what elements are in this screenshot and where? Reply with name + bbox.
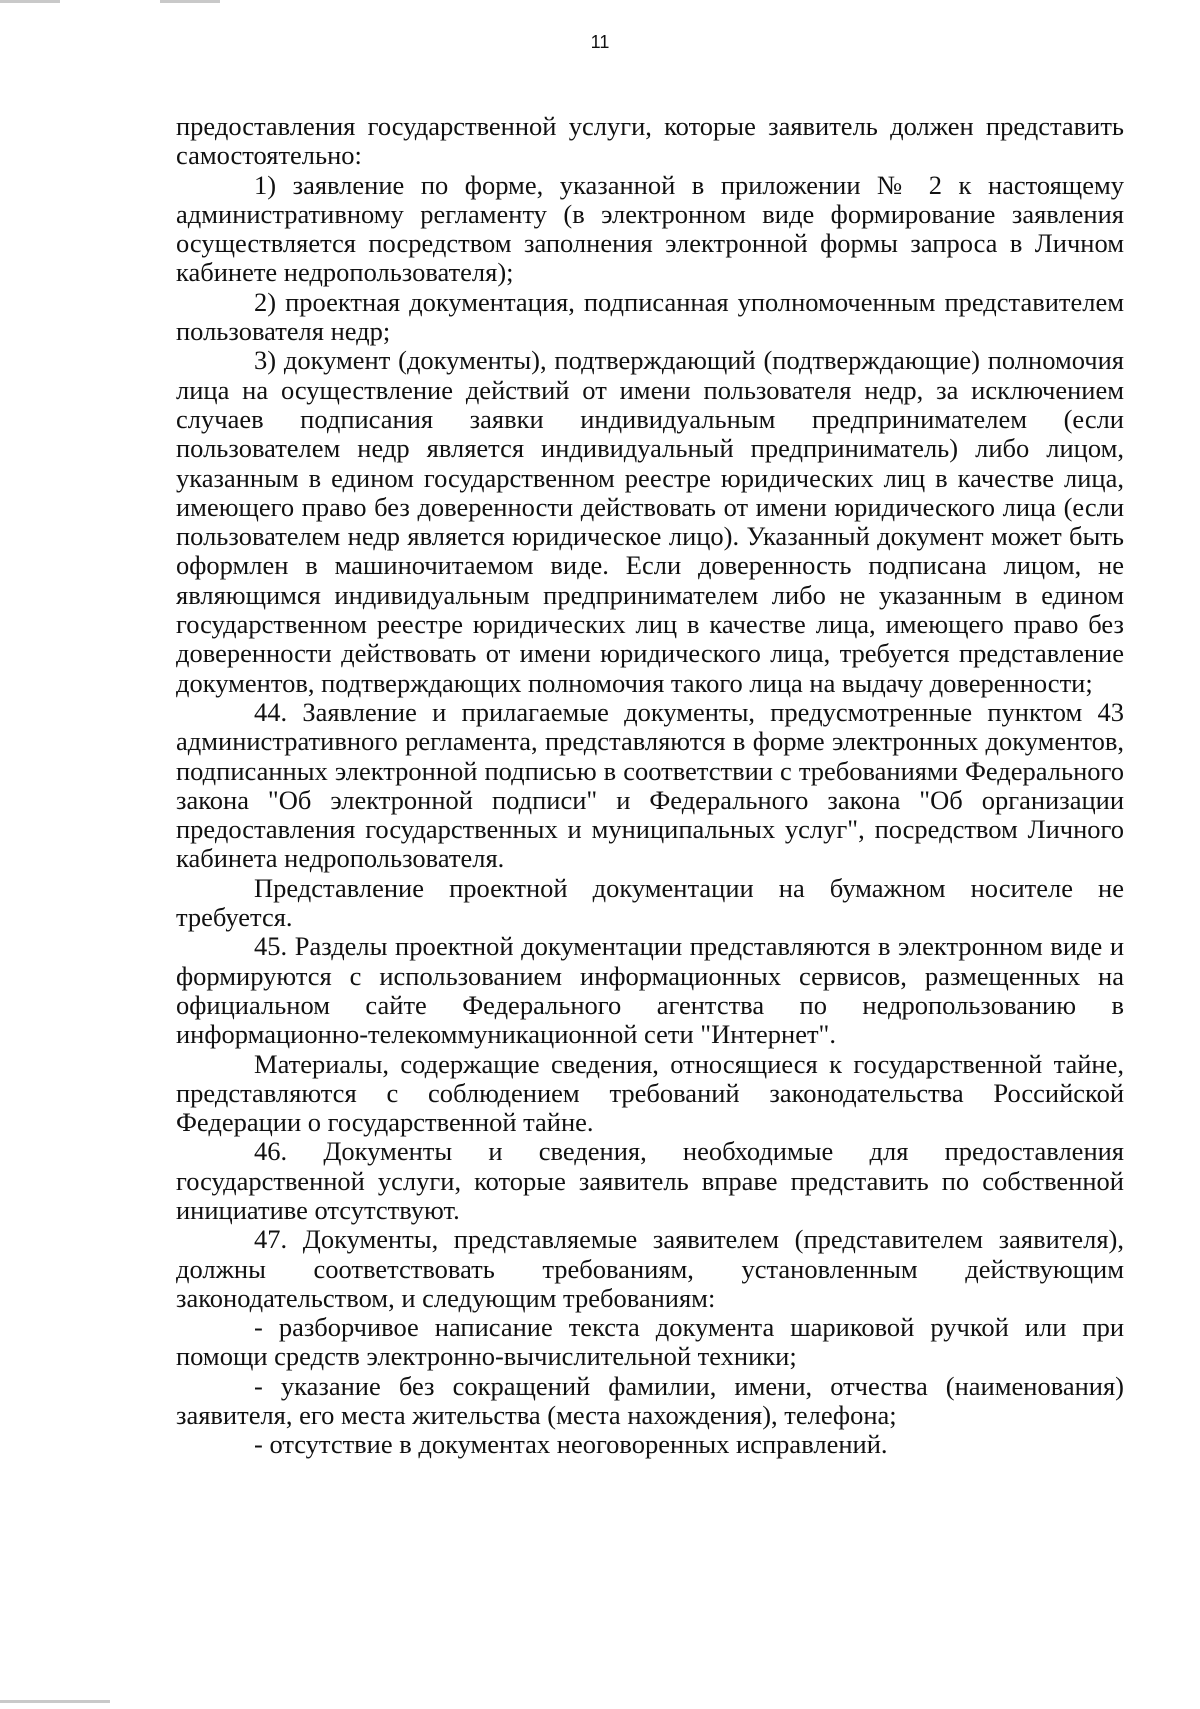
paragraph: 47. Документы, представляемые заявителем (представителем заявителя), должны соответствовать требованиям, установленным действующим законодательством, и следующим требованиям: <box>176 1224 1124 1313</box>
paragraph: 1) заявление по форме, указанной в приложении № 2 к настоящему административному регламенту (в электронном виде формирование заявления осуществляется посредством заполнения электронной формы запроса в Личном кабинете недропользователя); <box>176 169 1124 288</box>
scan-artifact-bottom-left <box>0 1700 110 1703</box>
scan-artifact-top-mid <box>160 0 220 3</box>
paragraph: - отсутствие в документах неоговоренных исправлений. <box>254 1429 888 1460</box>
paragraph: - разборчивое написание текста документа шариковой ручкой или при помощи средств электронно-вычислительной техники; <box>176 1312 1124 1372</box>
paragraph: Представление проектной документации на бумажном носителе не требуется. <box>176 872 1124 933</box>
paragraph: - указание без сокращений фамилии, имени, отчества (наименования) заявителя, его места жительства (места нахождения), телефона; <box>176 1370 1124 1431</box>
scan-artifact-top-left <box>0 0 60 3</box>
paragraph: 46. Документы и сведения, необходимые для предоставления государственной услуги, которые заявитель вправе представить по собственной инициативе отсутствуют. <box>176 1136 1124 1225</box>
paragraph: 3) документ (документы), подтверждающий (подтверждающие) полномочия лица на осуществление действий от имени пользователя недр, за исключением случаев подписания заявки индивидуальным предпринимателем (если пользователем недр является индивидуальный предприниматель) либо лицом, указанным в едином государственном реестре юридических лиц в качестве лица, имеющего право без доверенности действовать от имени юридического лица (если пользователем недр является юридическое лицо). Указанный документ может быть оформлен в машиночитаемом виде. Если доверенность подписана лицом, не являющимся индивидуальным предпринимателем либо не указанным в едином государственном реестре юридических лиц в качестве лица, имеющего право без доверенности действовать от имени юридического лица, требуется представление документов, подтверждающих полномочия такого лица на выдачу доверенности; <box>176 345 1124 698</box>
paragraph: 2) проектная документация, подписанная уполномоченным представителем пользователя недр; <box>176 286 1124 347</box>
document-body <box>176 112 1124 1460</box>
paragraph: предоставления государственной услуги, которые заявитель должен представить самостоятельно: <box>176 111 1124 171</box>
paragraph: 45. Разделы проектной документации представляются в электронном виде и формируются с использованием информационных сервисов, размещенных на официальном сайте Федерального агентства по недропользованию в информационно-телекоммуникационной сети "Интернет". <box>176 931 1124 1050</box>
paragraph: 44. Заявление и прилагаемые документы, предусмотренные пунктом 43 административного регламента, представляются в форме электронных документов, подписанных электронной подписью в соответствии с требованиями Федерального закона "Об электронной подписи" и Федерального закона "Об организации предоставления государственных и муниципальных услуг", посредством Личного кабинета недропользователя. <box>176 696 1124 874</box>
page-number: 11 <box>590 32 610 52</box>
paragraph: Материалы, содержащие сведения, относящиеся к государственной тайне, представляются с соблюдением требований законодательства Российской Федерации о государственной тайне. <box>176 1048 1124 1138</box>
